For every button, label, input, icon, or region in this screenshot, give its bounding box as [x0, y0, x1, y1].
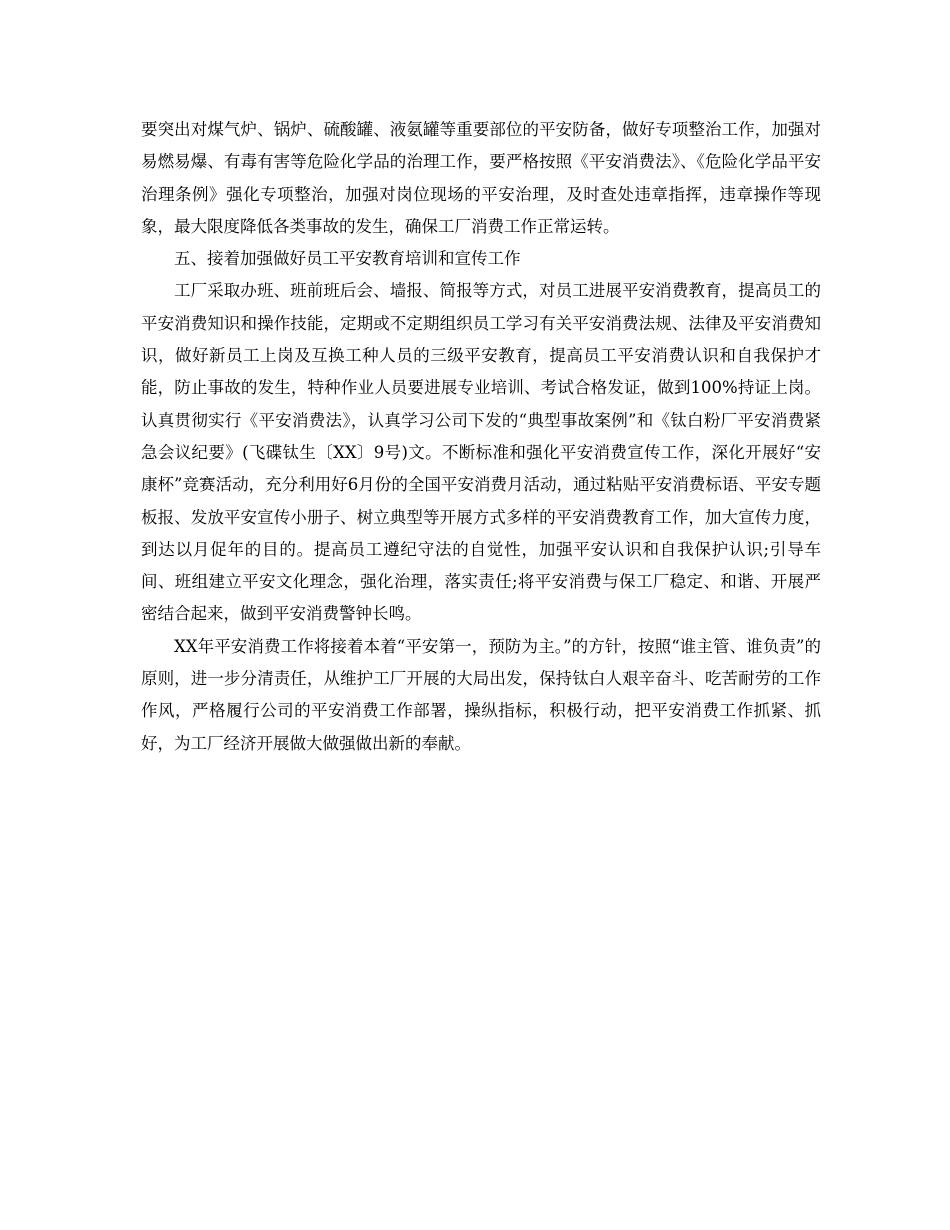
- document-body: [141, 114, 821, 760]
- section-heading: 五、接着加强做好员工平安教育培训和宣传工作: [174, 249, 521, 269]
- paragraph-continuation: 要突出对煤气炉、锅炉、硫酸罐、液氨罐等重要部位的平安防备，做好专项整治工作，加强对易燃易爆、有毒有害等危险化学品的治理工作，要严格按照《平安消费法》、《危险化学品平安治理条例》强化专项整治，加强对岗位现场的平安治理，及时查处违章指挥，违章操作等现象，最大限度降低各类事故的发生，确保工厂消费工作正常运转。: [141, 120, 821, 236]
- paragraph-training: 工厂采取办班、班前班后会、墙报、简报等方式，对员工进展平安消费教育，提高员工的平安消费知识和操作技能，定期或不定期组织员工学习有关平安消费法规、法律及平安消费知识，做好新员工上岗及互换工种人员的三级平安教育，提高员工平安消费认识和自我保护才能，防止事故的发生，特种作业人员要进展专业培训、考试合格发证，做到100%持证上岗。认真贯彻实行《平安消费法》，认真学习公司下发的“典型事故案例”和《钛白粉厂平安消费紧急会议纪要》(飞碟钛生〔XX〕9号)文。不断标准和强化平安消费宣传工作，深化开展好“安康杯”竞赛活动，充分利用好6月份的全国平安消费月活动，通过粘贴平安消费标语、平安专题板报、发放平安宣传小册子、树立典型等开展方式多样的平安消费教育工作，加大宣传力度，到达以月促年的目的。提高员工遵纪守法的自觉性，加强平安认识和自我保护认识;引导车间、班组建立平安文化理念，强化治理，落实责任;将平安消费与保工厂稳定、和谐、开展严密结合起来，做到平安消费警钟长鸣。: [141, 281, 821, 624]
- paragraph-conclusion: XX年平安消费工作将接着本着“平安第一，预防为主。”的方针，按照“谁主管、谁负责”的原则，进一步分清责任，从维护工厂开展的大局出发，保持钛白人艰辛奋斗、吃苦耐劳的工作作风，严格履行公司的平安消费工作部署，操纵指标，积极行动，把平安消费工作抓紧、抓好，为工厂经济开展做大做强做出新的奉献。: [141, 636, 821, 753]
